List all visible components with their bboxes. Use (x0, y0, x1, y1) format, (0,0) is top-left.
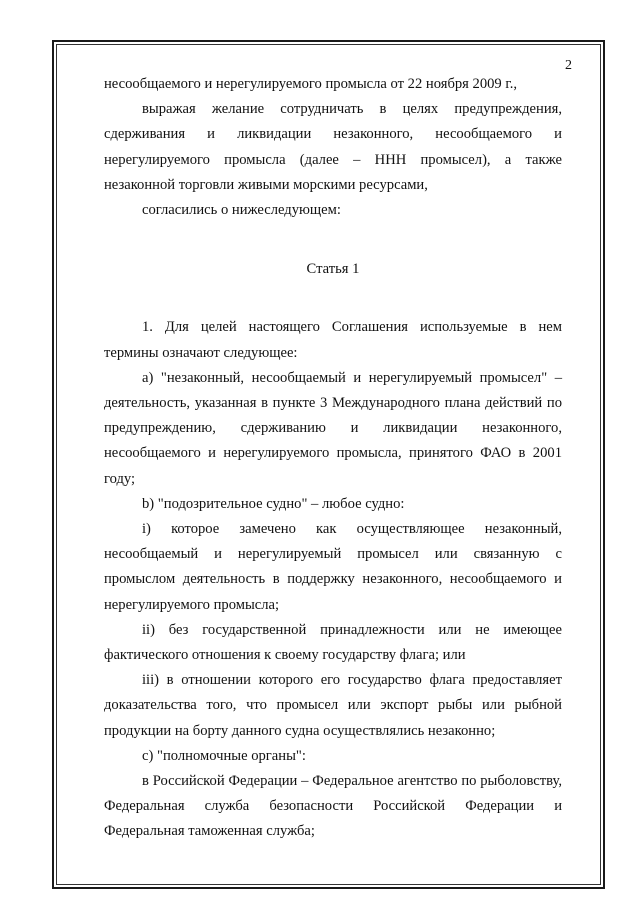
article-paragraph: в Российской Федерации – Федеральное агентство по рыболовству, Федеральная служба безопасности Российской Федерации и Федеральная таможенная служба; (104, 773, 562, 840)
paragraph: согласились о нижеследующем: (142, 202, 341, 219)
article-heading: Статья 1 (306, 261, 360, 278)
article-paragraph: 1. Для целей настоящего Соглашения используемые в нем термины означают следующее: (104, 319, 562, 361)
article-paragraph: a) "незаконный, несообщаемый и нерегулируемый промысел" – деятельность, указанная в пункте 3 Международного плана действий по предупреждению, сдерживанию и ликвидации незаконного, несообщаемого и нерегулируемого промысла, принятого ФАО в 2001 году; (104, 369, 562, 487)
page-number: 2 (565, 58, 572, 73)
document-body (104, 72, 562, 845)
article-paragraph: i) которое замечено как осуществляющее незаконный, несообщаемый и нерегулируемый промысел или связанную с промыслом деятельность в поддержку незаконного, несообщаемого и нерегулируемого промысла; (104, 521, 562, 613)
article-paragraph: b) "подозрительное судно" – любое судно: (142, 495, 405, 512)
article-paragraph: ii) без государственной принадлежности или не имеющее фактического отношения к своему государству флага; или (104, 621, 562, 664)
article-paragraph: iii) в отношении которого его государство флага предоставляет доказательства того, что промысел или экспорт рыбы или рыбной продукции на борту данного судна осуществлялись незаконно; (104, 672, 562, 739)
article-paragraph: c) "полномочные органы": (142, 747, 306, 764)
paragraph: несообщаемого и нерегулируемого промысла от 22 ноября 2009 г., (104, 76, 517, 92)
paragraph: выражая желание сотрудничать в целях предупреждения, сдерживания и ликвидации незаконного, несообщаемого и нерегулируемого промысла (далее – ННН промысел), а также незаконной торговли живыми морскими ресурсами, (104, 101, 562, 193)
